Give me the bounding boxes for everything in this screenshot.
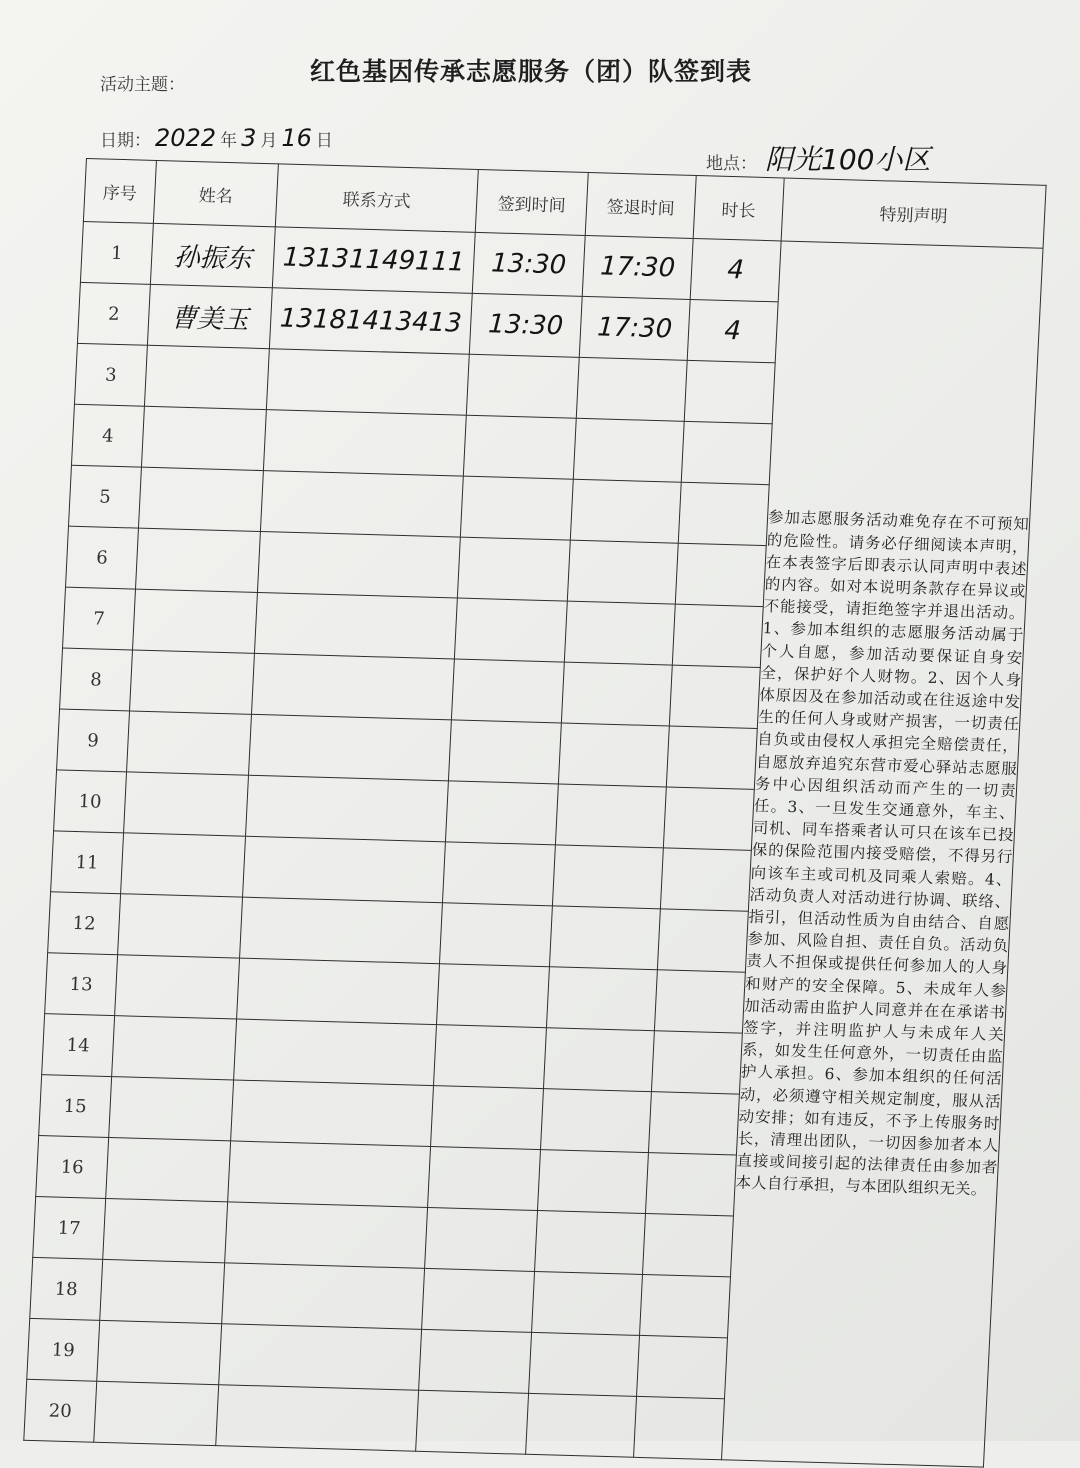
row-name	[103, 1198, 228, 1262]
row-contact	[234, 1019, 437, 1086]
row-sign-out	[561, 662, 672, 726]
row-name	[144, 345, 269, 409]
header-name: 姓名	[153, 160, 278, 226]
row-seq: 18	[30, 1257, 103, 1320]
row-seq: 14	[42, 1014, 115, 1077]
row-seq: 19	[27, 1318, 100, 1381]
row-duration	[642, 1214, 733, 1277]
row-contact	[228, 1141, 431, 1208]
row-name	[106, 1138, 231, 1202]
row-sign-in	[451, 659, 564, 723]
row-sign-in	[434, 1025, 547, 1089]
row-sign-in	[428, 1147, 541, 1211]
row-seq: 13	[45, 953, 118, 1016]
row-contact	[231, 1080, 434, 1147]
month-suffix: 月	[260, 131, 278, 151]
location-label: 地点：	[706, 154, 757, 174]
row-seq: 2	[77, 282, 150, 345]
row-seq: 7	[63, 587, 136, 650]
row-sign-out	[526, 1393, 637, 1457]
row-name: 曹美玉	[147, 284, 272, 348]
row-name: 孙振东	[150, 223, 275, 287]
row-duration	[660, 848, 751, 911]
row-name	[115, 955, 240, 1019]
row-name	[124, 772, 249, 836]
row-name	[118, 894, 243, 958]
row-contact	[222, 1263, 425, 1330]
row-sign-in	[466, 354, 579, 418]
row-sign-out	[558, 723, 669, 787]
row-duration: 4	[690, 238, 781, 301]
row-sign-in: 13:30	[469, 293, 582, 357]
row-sign-out	[576, 357, 687, 421]
header-sign-in: 签到时间	[475, 169, 588, 235]
row-sign-out	[543, 1028, 654, 1092]
row-sign-in	[425, 1207, 538, 1271]
row-sign-out	[540, 1089, 651, 1153]
row-name	[138, 467, 263, 531]
row-seq: 16	[36, 1136, 109, 1199]
date-year: 2022	[155, 124, 217, 152]
row-sign-in	[419, 1329, 532, 1393]
row-name	[130, 650, 255, 714]
row-name	[100, 1259, 225, 1323]
row-contact: 13181413413	[269, 288, 472, 355]
row-sign-in	[460, 476, 573, 540]
row-duration	[684, 360, 775, 423]
row-sign-out	[570, 479, 681, 543]
row-contact	[248, 714, 451, 781]
row-seq: 20	[24, 1379, 97, 1442]
row-sign-out	[529, 1332, 640, 1396]
row-sign-out	[546, 967, 657, 1031]
row-seq: 15	[39, 1075, 112, 1138]
row-seq: 8	[60, 648, 133, 711]
row-sign-out: 17:30	[579, 296, 690, 360]
row-duration	[681, 421, 772, 484]
row-sign-out	[552, 845, 663, 909]
row-sign-in	[436, 964, 549, 1028]
page-title: 红色基因传承志愿服务（团）队签到表	[310, 57, 753, 86]
row-contact	[263, 410, 466, 477]
row-contact	[243, 836, 446, 903]
row-duration	[675, 543, 766, 606]
header-notice: 特别声明	[781, 178, 1046, 248]
row-sign-out	[564, 601, 675, 665]
row-duration	[666, 726, 757, 789]
row-sign-in	[442, 842, 555, 906]
row-seq: 3	[74, 343, 147, 406]
row-seq: 1	[80, 221, 153, 284]
header-seq: 序号	[83, 159, 156, 224]
row-contact: 13131149111	[272, 227, 475, 294]
row-duration	[657, 909, 748, 972]
row-contact	[251, 653, 454, 720]
row-name	[141, 406, 266, 470]
row-name	[133, 589, 258, 653]
row-duration	[678, 482, 769, 545]
row-contact	[266, 349, 469, 416]
row-contact	[254, 592, 457, 659]
location-value: 阳光100小区	[765, 143, 931, 176]
date-label: 日期：	[100, 131, 151, 151]
row-name	[109, 1077, 234, 1141]
row-sign-in: 13:30	[472, 232, 585, 296]
row-name	[94, 1381, 219, 1445]
row-sign-out	[535, 1211, 646, 1275]
row-seq: 9	[57, 709, 130, 772]
row-sign-in	[454, 598, 567, 662]
row-sign-out	[538, 1150, 649, 1214]
row-duration	[640, 1274, 731, 1337]
row-name	[112, 1016, 237, 1080]
sign-in-table	[23, 158, 1046, 1468]
special-notice: 参加志愿服务活动难免存在不可预知的危险性。请务必仔细阅读本声明，在本表签字后即表示认同声明中表述的内容。如对本说明条款存在异议或不能接受，请拒绝签字并退出活动。1、参加本组织的志愿服务活动属于个人自愿，参加活动要保证自身安全，保护好个人财物。2、因个人身体原因及在参加活动或在往返途中发生的任何人身或财产损害，一切责任自负或由侵权人承担完全赔偿责任，自愿放弃追究东营市爱心驿站志愿服务中心因组织活动而产生的一切责任。3、一旦发生交通意外，车主、司机、同车搭乘者认可只在该车已投保的保险范围内接受赔偿，不得另行向该车主或司机及同乘人索赔。4、活动负责人对活动进行协调、联络、指引，但活动性质为自由结合、自愿参加、风险自担、责任自负。活动负责人不担保或提供任何参加人的人身和财产的安全保障。5、未成年人参加活动需由监护人同意并在在承诺书签字，并注明监护人与未成年人关系，如发生任何意外，一切责任由监护人承担。6、参加本组织的任何活动，必须遵守相关规定制度，服从活动安排；如有违反，不予上传服务时长，清理出团队，一切因参加者本人直接或间接引起的法律责任由参加者本人自行承担，与本团队组织无关。	[722, 241, 1044, 1467]
date-day: 16	[281, 124, 312, 152]
row-contact	[260, 471, 463, 538]
row-sign-in	[457, 537, 570, 601]
date-month: 3	[241, 124, 257, 152]
row-contact	[216, 1385, 419, 1452]
row-contact	[225, 1202, 428, 1269]
row-duration: 4	[687, 299, 778, 362]
row-contact	[257, 532, 460, 599]
row-sign-out	[567, 540, 678, 604]
row-duration	[669, 665, 760, 728]
row-seq: 10	[54, 770, 127, 833]
row-duration	[637, 1335, 728, 1398]
header-sign-out: 签退时间	[585, 173, 696, 239]
row-sign-in	[445, 781, 558, 845]
date-line	[100, 124, 333, 152]
row-contact	[246, 775, 449, 842]
row-sign-in	[463, 415, 576, 479]
row-name	[97, 1320, 222, 1384]
row-contact	[219, 1324, 422, 1391]
row-sign-in	[439, 903, 552, 967]
row-duration	[663, 787, 754, 850]
row-duration	[651, 1031, 742, 1094]
row-contact	[237, 958, 440, 1025]
row-sign-in	[422, 1268, 535, 1332]
row-duration	[672, 604, 763, 667]
row-seq: 11	[51, 831, 124, 894]
row-sign-out: 17:30	[582, 235, 693, 299]
header-duration: 时长	[693, 176, 784, 241]
year-suffix: 年	[220, 131, 238, 151]
row-duration	[648, 1092, 739, 1155]
row-sign-out	[573, 418, 684, 482]
row-sign-out	[555, 784, 666, 848]
theme-label: 活动主题：	[100, 75, 185, 95]
row-sign-in	[431, 1086, 544, 1150]
row-name	[121, 833, 246, 897]
row-seq: 5	[68, 465, 141, 528]
row-name	[135, 528, 260, 592]
header-contact: 联系方式	[275, 164, 478, 233]
location-line	[706, 138, 930, 178]
row-name	[127, 711, 252, 775]
row-sign-in	[416, 1390, 529, 1454]
row-seq: 17	[33, 1197, 106, 1260]
row-sign-out	[532, 1271, 643, 1335]
row-seq: 6	[66, 526, 139, 589]
row-seq: 12	[48, 892, 121, 955]
row-duration	[654, 970, 745, 1033]
row-sign-out	[549, 906, 660, 970]
row-duration	[634, 1396, 725, 1459]
row-sign-in	[448, 720, 561, 784]
row-seq: 4	[71, 404, 144, 467]
row-duration	[645, 1153, 736, 1216]
day-suffix: 日	[315, 131, 333, 151]
row-contact	[240, 897, 443, 964]
